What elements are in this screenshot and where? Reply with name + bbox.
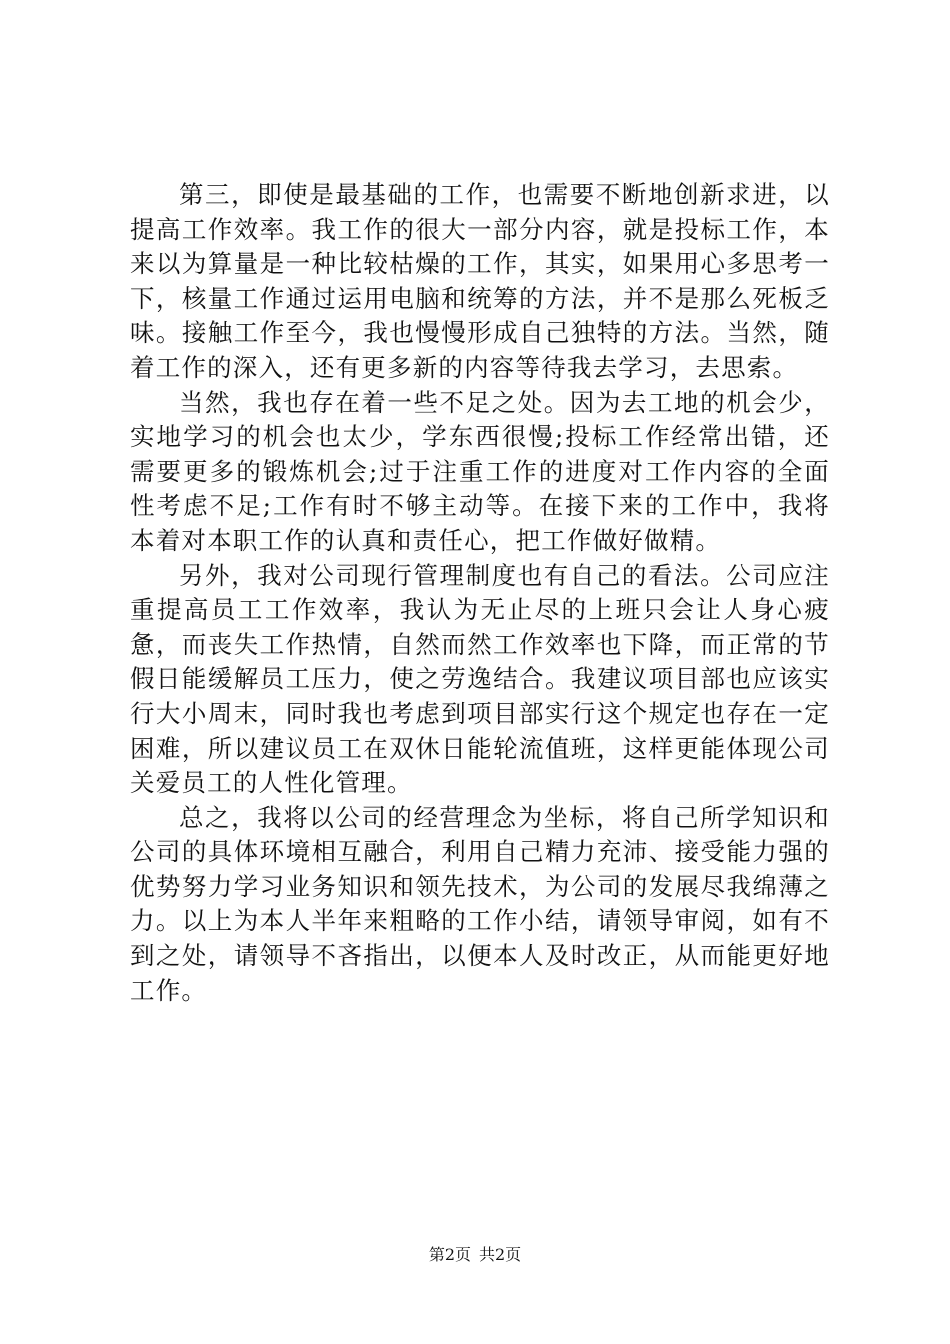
page-number-total: 共2页: [479, 1245, 522, 1264]
page-number-current: 第2页: [428, 1245, 471, 1264]
paragraph-3: 另外，我对公司现行管理制度也有自己的看法。公司应注重提高员工工作效率，我认为无止尽的上班只会让人身心疲惫，而丧失工作热情，自然而然工作效率也下降，而正常的节假日能缓解员工压力，使之劳逸结合。我建议项目部也应该实行大小周末，同时我也考虑到项目部实行这个规定也存在一定困难，所以建议员工在双休日能轮流值班，这样更能体现公司关爱员工的人性化管理。: [130, 560, 830, 798]
paragraph-4: 总之，我将以公司的经营理念为坐标，将自己所学知识和公司的具体环境相互融合，利用自己精力充沛、接受能力强的优势努力学习业务知识和领先技术，为公司的发展尽我绵薄之力。以上为本人半年来粗略的工作小结，请领导审阅，如有不到之处，请领导不吝指出，以便本人及时改正，从而能更好地工作。: [130, 802, 830, 1005]
page-footer: [0, 1244, 950, 1266]
paragraph-2: 当然，我也存在着一些不足之处。因为去工地的机会少，实地学习的机会也太少，学东西很慢;投标工作经常出错，还需要更多的锻炼机会;过于注重工作的进度对工作内容的全面性考虑不足;工作有时不够主动等。在接下来的工作中，我将本着对本职工作的认真和责任心，把工作做好做精。: [130, 387, 830, 555]
paragraph-1: 第三，即使是最基础的工作，也需要不断地创新求进，以提高工作效率。我工作的很大一部分内容，就是投标工作，本来以为算量是一种比较枯燥的工作，其实，如果用心多思考一下，核量工作通过运用电脑和统筹的方法，并不是那么死板乏味。接触工作至今，我也慢慢形成自己独特的方法。当然，随着工作的深入，还有更多新的内容等待我去学习，去思索。: [130, 180, 830, 382]
document-body: [130, 178, 830, 1008]
